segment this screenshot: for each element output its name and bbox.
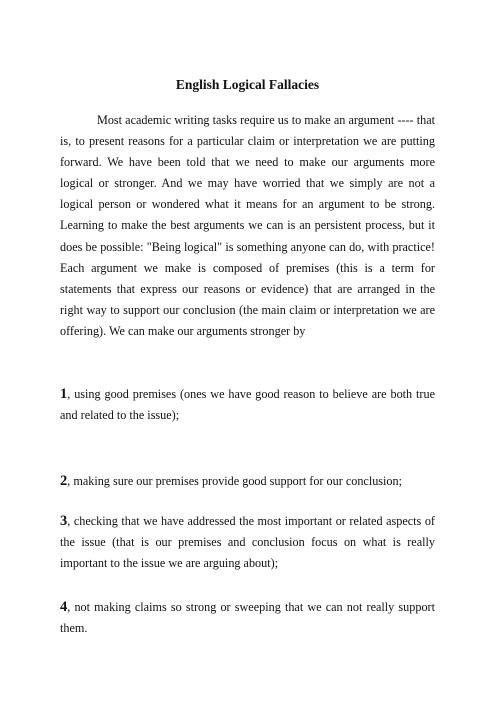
point-text: , not making claims so strong or sweeping that we can not really support them. [60, 600, 435, 636]
point-text: , checking that we have addressed the most important or related aspects of the issue (that is our premises and conclusion focus on what is really important to the issue we are arguing about); [60, 514, 435, 571]
point-number: 4 [60, 599, 68, 615]
point-4 [60, 597, 435, 639]
point-number: 3 [60, 513, 68, 529]
point-1 [60, 384, 435, 426]
point-text: , using good premises (ones we have good reason to believe are both true and related to the issue); [60, 387, 435, 423]
point-number: 2 [60, 473, 68, 489]
intro-paragraph: Most academic writing tasks require us to make an argument ---- that is, to present reasons for a particular claim or interpretation we are putting forward. We have been told that we need to make our arguments more logical or stronger. And we may have worried that we simply are not a logical person or wondered what it means for an argument to be strong. Learning to make the best arguments we can is an persistent process, but it does be possible: "Being logical" is something anyone can do, with practice! Each argument we make is composed of premises (this is a term for statements that express our reasons or evidence) that are arranged in the right way to support our conclusion (the main claim or interpretation we are offering). We can make our arguments stronger by [60, 113, 435, 338]
point-number: 1 [60, 386, 68, 402]
point-3 [60, 511, 435, 574]
document-title: English Logical Fallacies [175, 77, 320, 92]
point-2 [60, 471, 435, 492]
point-text: , making sure our premises provide good support for our conclusion; [67, 474, 403, 488]
